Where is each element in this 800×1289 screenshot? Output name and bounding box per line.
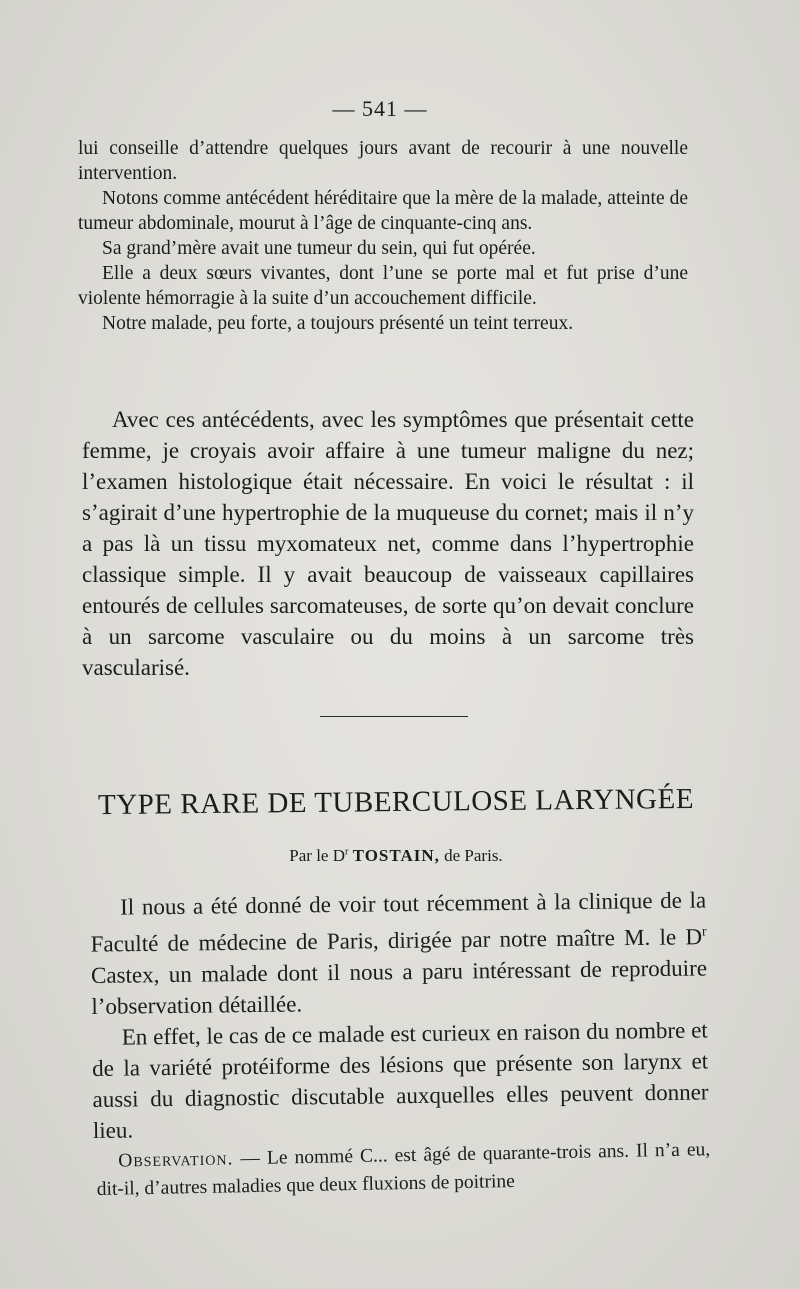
byline-sup: r (345, 846, 349, 858)
top-section (78, 136, 688, 336)
paragraph (90, 884, 708, 1021)
para-text: Castex, un malade dont il nous a paru intéressant de reproduire l’observation détaillée. (90, 955, 708, 1019)
section-divider (320, 716, 468, 717)
conclusion-section (82, 404, 694, 683)
paragraph: Notre malade, peu forte, a toujours présenté un teint terreux. (102, 313, 574, 334)
byline-prefix: Par le D (289, 846, 346, 865)
byline-suffix: de Paris. (444, 846, 503, 865)
paragraph: Avec ces antécédents, avec les symptômes que présentait cette femme, je croyais avoir affaire à une tumeur maligne du nez; l’examen histologique était nécessaire. En voici le résultat : il s’agirait d’une hypertrophie de la muqueuse du cornet; mais il n’y a pas là un tissu myxomateux net, comme dans l’hypertrophie classique simple. Il y avait beaucoup de vaisseaux capillaires entourés de cellules sarcomateuses, de sorte qu’on devait conclure à un sarcome vasculaire ou du moins à un sarcome très vascularisé. (82, 407, 694, 680)
paragraph: En effet, le cas de ce malade est curieux en raison du nombre et de la variété protéiforme des lésions que présente son larynx et aussi du diagnostic discutable auxquelles elles peuvent donner lieu. (91, 1017, 709, 1143)
article-byline (96, 846, 696, 866)
page-number: — 541 — (332, 96, 428, 121)
observation-text: — Le nommé C... est âgé de quarante-trois ans. Il n’a eu, dit-il, d’autres maladies que deux fluxions de poitrine (96, 1139, 711, 1200)
paragraph: Notons comme antécédent héréditaire que la mère de la malade, atteinte de tumeur abdominale, mourut à l’âge de cinquante-cinq ans. (78, 188, 688, 234)
observation-section (96, 1136, 711, 1204)
paragraph: Elle a deux sœurs vivantes, dont l’une se porte mal et fut prise d’une violente hémorragie à la suite d’un accouchement difficile. (78, 263, 688, 309)
paragraph: lui conseille d’attendre quelques jours avant de recourir à une nouvelle intervention. (78, 138, 688, 184)
article-title: TYPE RARE DE TUBERCULOSE LARYNGÉE (97, 782, 695, 822)
paragraph: Sa grand’mère avait une tumeur du sein, qui fut opérée. (102, 238, 536, 259)
article-body (90, 884, 709, 1145)
para-sup: r (701, 923, 707, 939)
para-text: Il nous a été donné de voir tout récemment à la clinique de la Faculté de médecine de Paris, dirigée par notre maître M. le D (90, 887, 707, 957)
observation-label: Observation. (118, 1148, 234, 1172)
author-name: TOSTAIN, (352, 846, 440, 865)
paragraph (96, 1136, 711, 1204)
